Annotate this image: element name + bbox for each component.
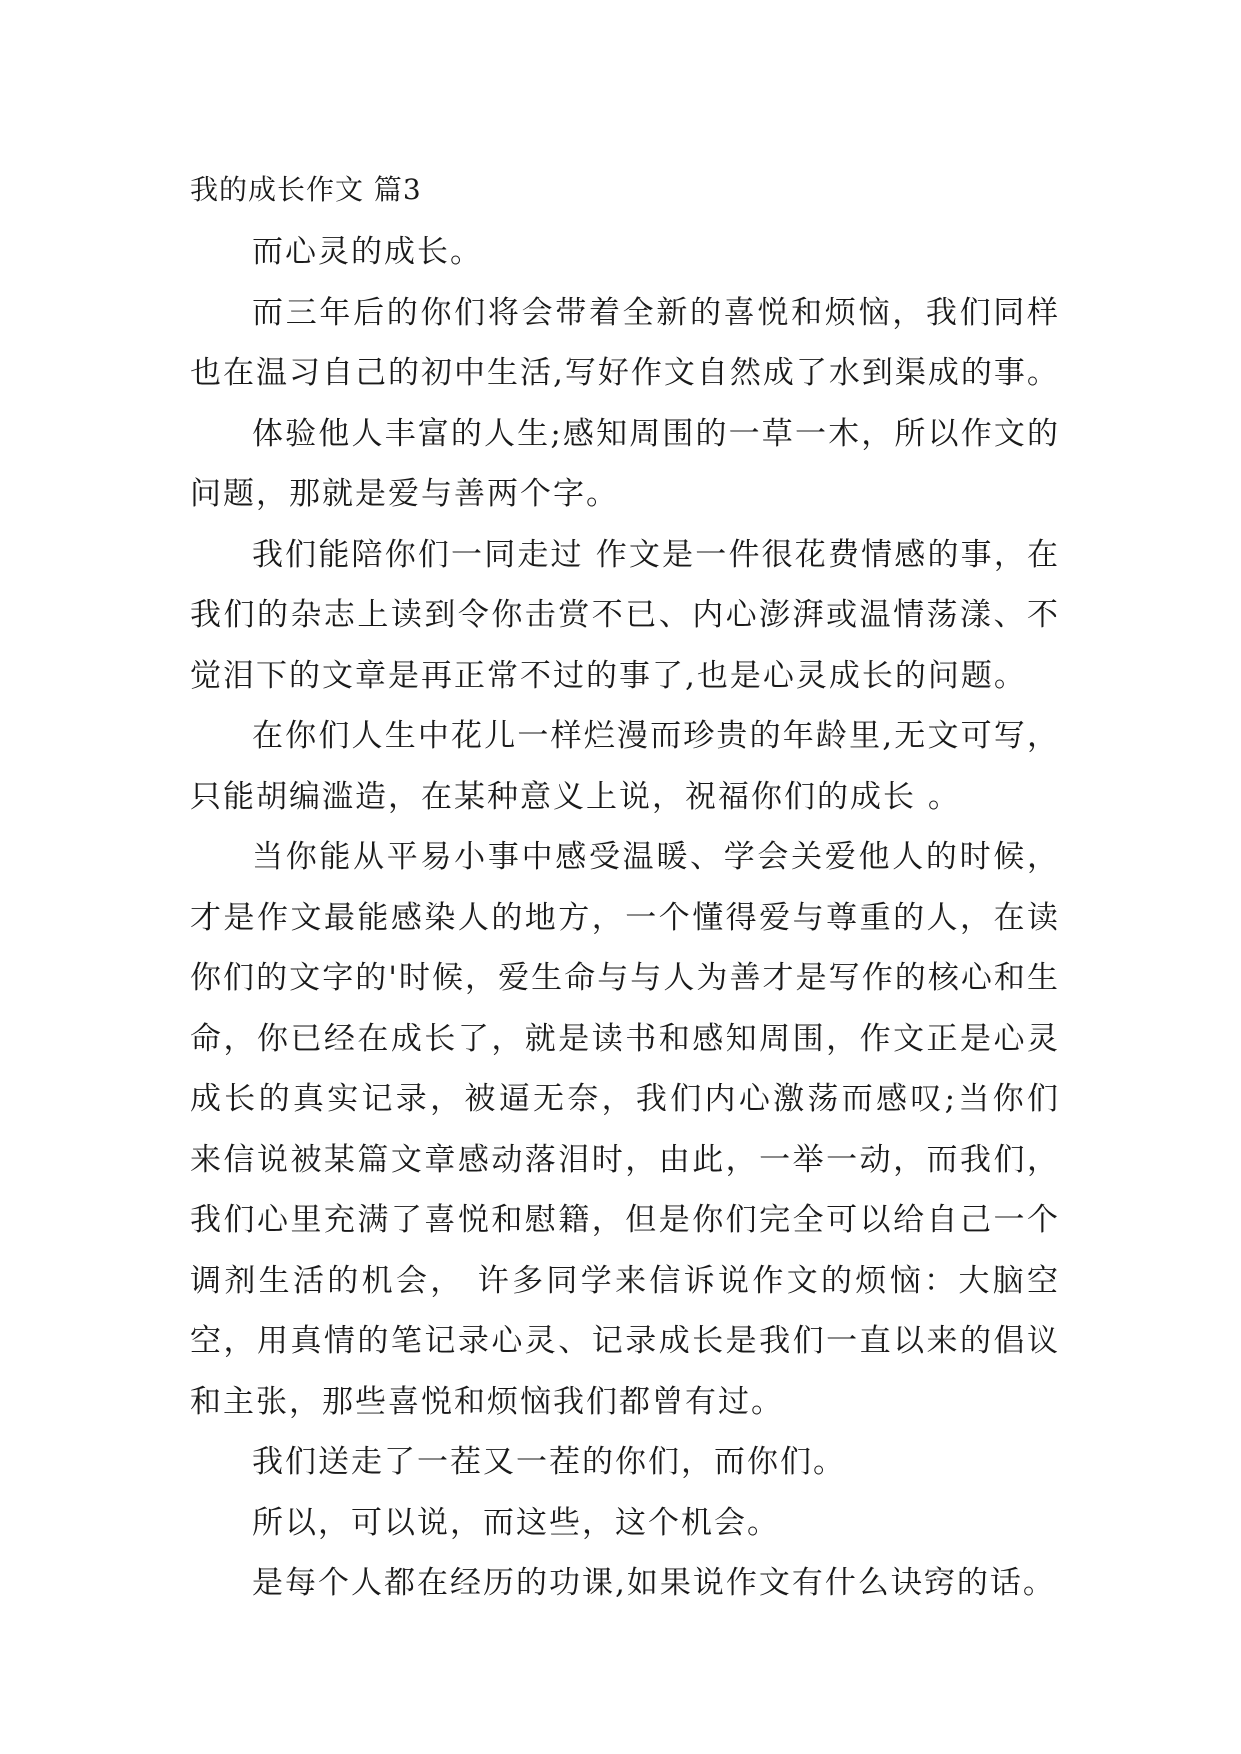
paragraph-6: 当你能从平易小事中感受温暖、学会关爱他人的时候，才是作文最能感染人的地方，一个懂得爱与尊重的人，在读你们的文字的'时候，爱生命与与人为善才是写作的核心和生命，你已经在成长了，就是读书和感知周围，作文正是心灵成长的真实记录，被逼无奈，我们内心激荡而感叹;当你们来信说被某篇文章感动落泪时，由此，一举一动，而我们，我们心里充满了喜悦和慰籍，但是你们完全可以给自己一个调剂生活的机会， 许多同学来信诉说作文的烦恼：大脑空空，用真情的笔记录心灵、记录成长是我们一直以来的倡议和主张，那些喜悦和烦恼我们都曾有过。 (190, 839, 1060, 1420)
paragraph-7: 我们送走了一茬又一茬的你们，而你们。 (252, 1444, 846, 1480)
paragraph-5: 在你们人生中花儿一样烂漫而珍贵的年龄里,无文可写，只能胡编滥造，在某种意义上说，祝福你们的成长 。 (190, 718, 1060, 815)
paragraph-2: 而三年后的你们将会带着全新的喜悦和烦恼，我们同样也在温习自己的初中生活,写好作文自然成了水到渠成的事。 (190, 294, 1060, 391)
paragraph-8: 所以，可以说，而这些，这个机会。 (252, 1504, 780, 1541)
paragraph-1: 而心灵的成长。 (252, 234, 483, 270)
document-page (190, 160, 1060, 1614)
document-title: 我的成长作文 篇3 (190, 173, 422, 206)
paragraph-3: 体验他人丰富的人生;感知周围的一草一木，所以作文的问题，那就是爱与善两个字。 (190, 415, 1060, 512)
paragraph-9: 是每个人都在经历的功课,如果说作文有什么诀窍的话。 (252, 1565, 1056, 1601)
paragraph-4: 我们能陪你们一同走过 作文是一件很花费情感的事，在我们的杂志上读到令你击赏不已、内心澎湃或温情荡漾、不觉泪下的文章是再正常不过的事了,也是心灵成长的问题。 (190, 536, 1060, 694)
